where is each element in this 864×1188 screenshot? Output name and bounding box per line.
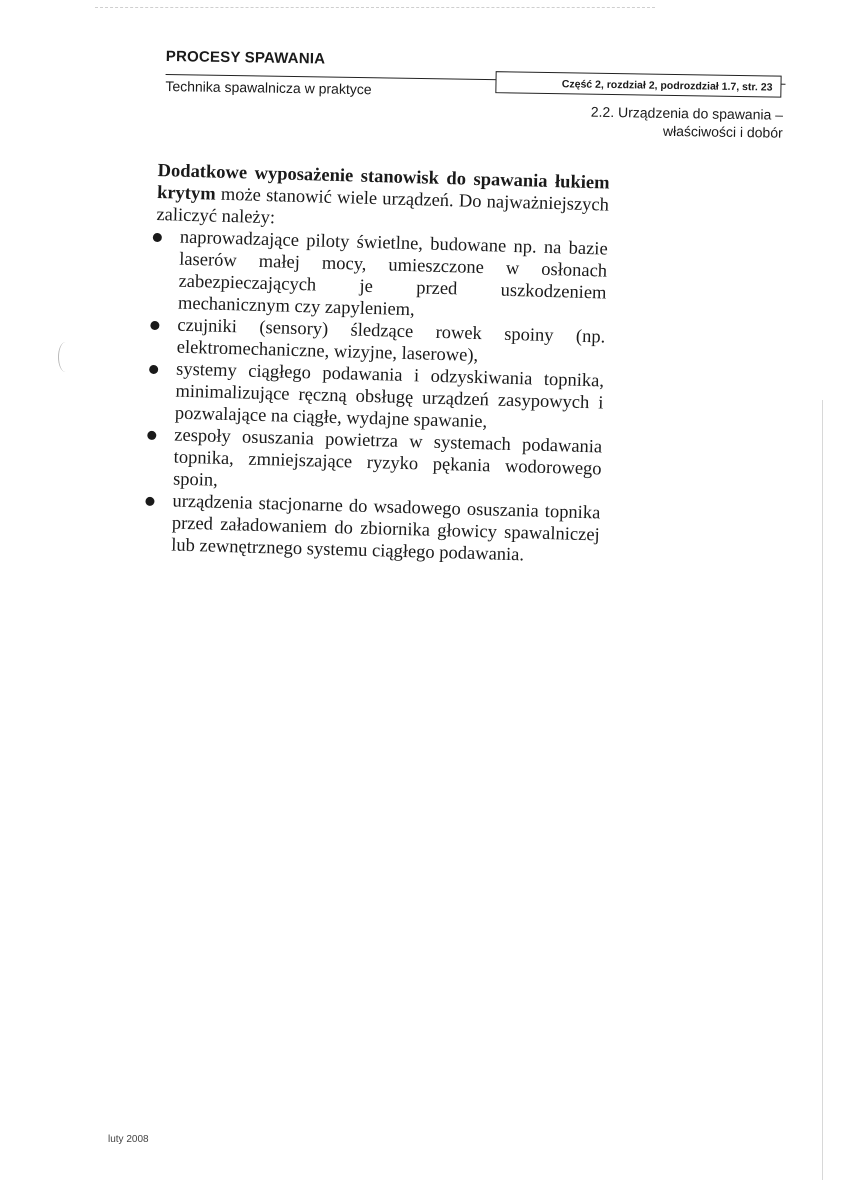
bullet-icon: [149, 365, 158, 374]
equipment-list: [147, 226, 608, 568]
page-header: [164, 48, 788, 168]
bullet-icon: [150, 321, 159, 330]
list-item: [151, 358, 605, 437]
list-item-text: urządzenia stacjonarne do wsadowego osuszania topnika przed załadowaniem do zbiornika głowicy spawalniczej lub zewnętrznego systemu ciągłego podawania.: [170, 491, 601, 566]
list-item-text: czujniki (sensory) śledzące rowek spoiny (np. elektromechaniczne, wizyjne, laserowe),: [176, 315, 606, 367]
intro-paragraph: [156, 160, 610, 239]
intro-bold-text: Dodatkowe wyposażenie stanowisk do spawania łukiem krytym: [156, 160, 610, 205]
book-subtitle: Technika spawalnicza w praktyce: [165, 77, 372, 98]
list-item-text: zespoły osuszania powietrza w systemach podawania topnika, zmniejszające ryzyko pękania wodorowego spoin,: [172, 425, 603, 491]
list-item-text: naprowadzające piloty świetlne, budowane np. na bazie laserów małej mocy, umieszczone w osłonach zabezpieczających je przed uszkodzeniem mechanicznym czy zapyleniem,: [177, 227, 608, 321]
part-reference-box: Część 2, rozdział 2, podrozdział 1.7, str. 23: [495, 71, 781, 97]
footer-date: luty 2008: [108, 1134, 149, 1145]
list-item-text: systemy ciągłego podawania i odzyskiwania topnika, minimalizujące ręczną obsługę urządzeń zasypowych i pozwalające na ciągłe, wydajne spawanie,: [174, 359, 605, 433]
chapter-title-line-2: właściwości i dobór: [662, 122, 783, 141]
scan-artifact-mark: [58, 342, 73, 372]
main-text: [147, 160, 610, 568]
bullet-icon: [153, 233, 162, 242]
list-item: [147, 490, 601, 569]
section-title: PROCESY SPAWANIA: [165, 48, 326, 68]
list-item: [149, 424, 603, 503]
intro-text: może stanowić wiele urządzeń. Do najważniejszych zaliczyć należy:: [156, 184, 610, 229]
scan-artifact-right: [822, 400, 823, 1180]
chapter-title: [590, 103, 783, 142]
list-item: [154, 226, 608, 327]
bullet-icon: [145, 497, 154, 506]
scan-artifact-top: [95, 7, 655, 8]
bullet-icon: [147, 431, 156, 440]
chapter-title-line-1: 2.2. Urządzenia do spawania –: [590, 103, 784, 123]
